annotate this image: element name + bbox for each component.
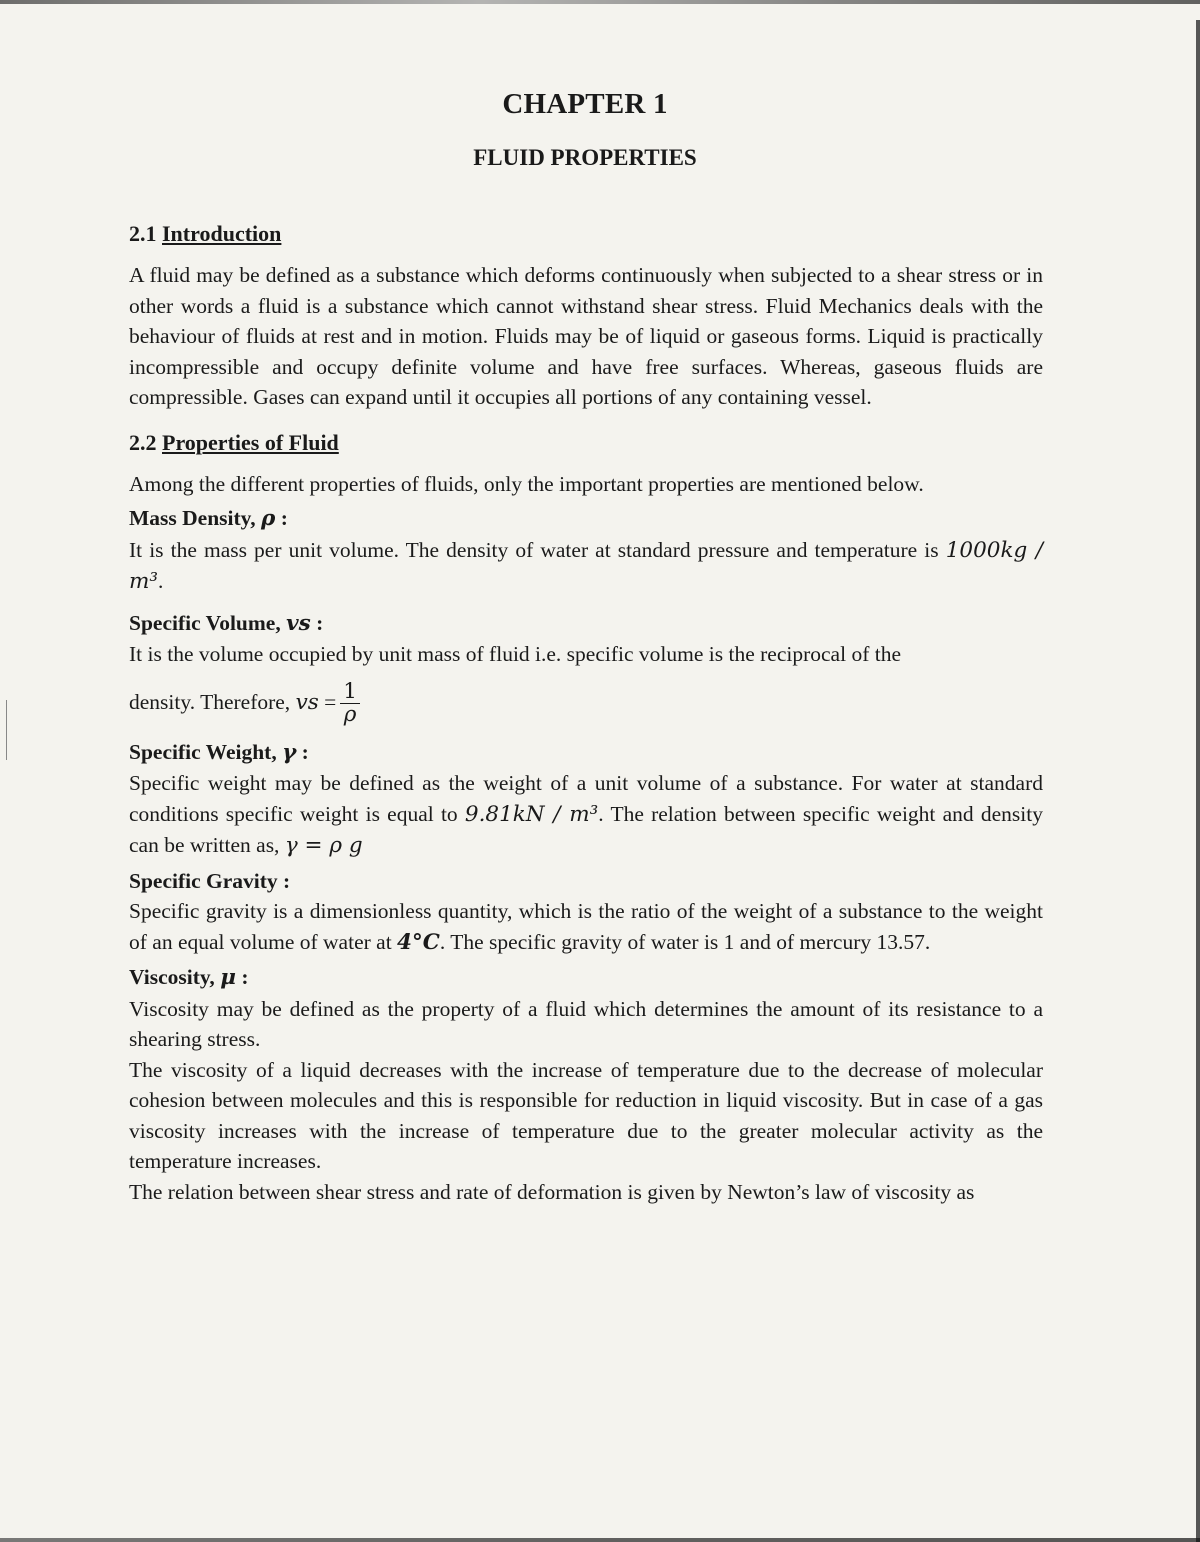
specific-weight-symbol: γ xyxy=(282,739,297,765)
scan-edge-bottom xyxy=(0,1538,1200,1542)
specific-volume-symbol: vs xyxy=(286,610,311,636)
section-title: Introduction xyxy=(162,221,282,246)
reciprocal-fraction xyxy=(340,681,360,726)
section-number: 2.1 xyxy=(129,221,157,246)
scan-edge-top xyxy=(0,0,1200,4)
viscosity-paragraph-3: The relation between shear stress and rate of deformation is given by Newton’s law of viscosity as xyxy=(129,1179,975,1204)
density-unit: kg / m³ xyxy=(129,537,1044,594)
fraction-numerator: 1 xyxy=(340,681,360,704)
specific-weight-text-a: Specific weight may be defined as the weight of a unit volume of a substance. For water at standard conditions specific weight is equal to xyxy=(129,771,1043,826)
property-title: Viscosity, xyxy=(129,965,215,989)
introduction-paragraph: A fluid may be defined as a substance which deforms continuously when subjected to a shear stress or in other words a fluid is a substance which cannot withstand shear stress. Fluid Mechanics deals with the behaviour of fluids at rest and in motion. Fluids may be of liquid or gaseous forms. Liquid is practically incompressible and occupy definite volume and have free surfaces. Whereas, gaseous fluids are compressible. Gases can expand until it occupies all portions of any containing vessel. xyxy=(129,263,1043,409)
density-number: 1000 xyxy=(945,537,1001,563)
specific-weight-value xyxy=(465,802,598,827)
heading-colon: : xyxy=(241,965,249,989)
property-title: Specific Volume, xyxy=(129,610,281,635)
section-heading-properties xyxy=(129,427,1043,459)
heading-colon: : xyxy=(301,739,309,764)
chapter-heading: CHAPTER 1 xyxy=(502,88,668,120)
property-title: Specific Weight, xyxy=(129,739,277,764)
temperature-value: 4°C xyxy=(397,929,440,955)
property-title: Mass Density, xyxy=(129,506,256,530)
scan-edge-right xyxy=(1196,20,1200,1542)
sentence-end: . xyxy=(158,569,164,593)
formula-equals: = xyxy=(324,689,337,714)
specific-volume-paragraph: It is the volume occupied by unit mass of fluid i.e. specific volume is the reciprocal of the xyxy=(129,642,901,666)
section-title: Properties of Fluid xyxy=(162,429,339,455)
section-heading-introduction xyxy=(129,218,1043,250)
section-number: 2.2 xyxy=(129,429,157,455)
formula-lead-text: density. Therefore, xyxy=(129,689,291,714)
heading-colon: : xyxy=(316,610,324,635)
page-content xyxy=(129,218,1043,1207)
specific-gravity-text-a: Specific gravity is a dimensionless quantity, which is the ratio of the weight of a substance to the weight of an equal volume of water at xyxy=(129,899,1043,954)
viscosity-paragraph-2: The viscosity of a liquid decreases with the increase of temperature due to the decrease of molecular cohesion between molecules and this is responsible for reduction in liquid viscosity. But in case of a gas viscosity increases with the increase of temperature due to the greater molecular activity as the temperature increases. xyxy=(129,1057,1043,1173)
mass-density-paragraph xyxy=(129,535,1043,598)
viscosity-paragraph-1: Viscosity may be defined as the property of a fluid which determines the amount of its resistance to a shearing stress. xyxy=(129,996,1043,1051)
fraction-denominator: ρ xyxy=(343,702,357,728)
viscosity-heading xyxy=(129,962,1043,994)
weight-unit: kN / m³ xyxy=(512,801,599,827)
specific-weight-text-b: . The relation between specific weight and density can be written as, xyxy=(129,801,1043,857)
specific-weight-heading xyxy=(129,737,1043,769)
properties-intro-paragraph: Among the different properties of fluids, only the important properties are mentioned below. xyxy=(129,471,924,496)
viscosity-symbol: μ xyxy=(220,965,236,990)
mass-density-text: It is the mass per unit volume. The density of water at standard pressure and temperature is xyxy=(129,537,939,562)
specific-weight-formula: γ = ρ g xyxy=(284,833,363,858)
specific-gravity-heading: Specific Gravity : xyxy=(129,868,291,893)
density-symbol: ρ xyxy=(261,506,276,531)
mass-density-heading xyxy=(129,503,1043,535)
scan-edge-left-mark xyxy=(6,700,7,760)
chapter-title: FLUID PROPERTIES xyxy=(473,145,697,170)
specific-volume-formula-line xyxy=(129,672,1043,733)
weight-number: 9.81 xyxy=(464,801,513,827)
specific-weight-paragraph xyxy=(129,768,1043,862)
specific-gravity-paragraph xyxy=(129,896,1043,958)
heading-colon: : xyxy=(280,506,288,530)
specific-gravity-text-b: . The specific gravity of water is 1 and of mercury 13.57. xyxy=(439,929,931,954)
formula-lhs: vs xyxy=(295,689,319,715)
specific-volume-heading xyxy=(129,608,1043,640)
